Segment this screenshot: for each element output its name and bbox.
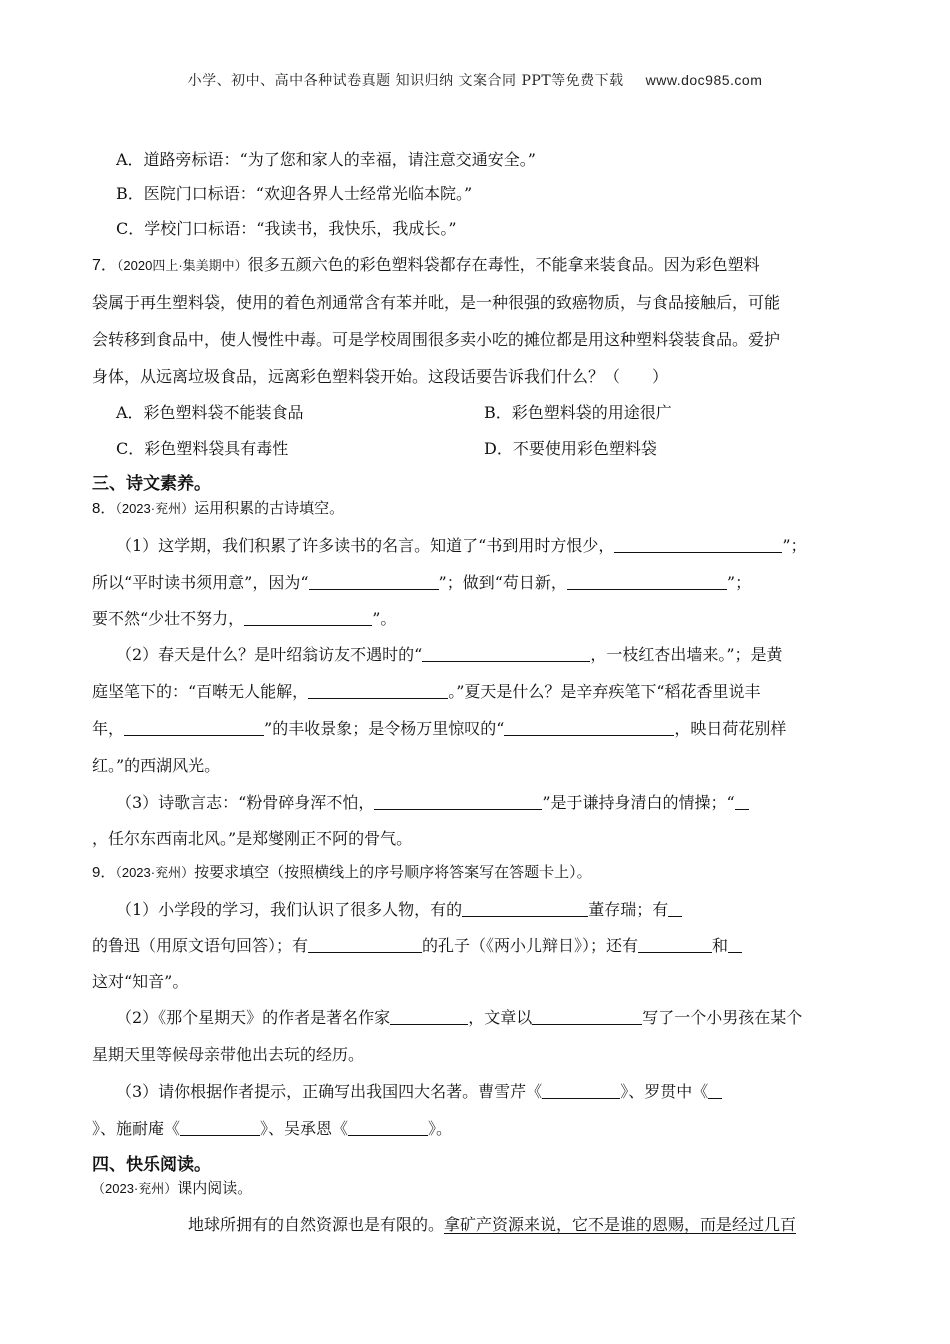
- q9-title-line: [92, 861, 592, 882]
- q8-blank-2[interactable]: [309, 573, 439, 590]
- q8-number: 8．: [92, 500, 116, 517]
- q8-p2-text-b: ，一枝红杏出墙来。”；是黄: [590, 645, 783, 664]
- q8-p1-text-c: 所以“平时读书须用意”，因为“: [92, 573, 309, 592]
- q9-blank-8[interactable]: [542, 1082, 620, 1099]
- q8-p3-text-b: ”是于谦持身清白的情操；“: [542, 793, 735, 812]
- reading-underlined-text: 拿矿产资源来说，它不是谁的恩赐，而是经过几百: [444, 1215, 797, 1234]
- q9-p1-text-d: 的孔子（《两小儿辩日》）；还有: [422, 936, 639, 955]
- q8-title: 运用积累的古诗填空。: [194, 499, 345, 517]
- q9-blank-4[interactable]: [638, 936, 712, 953]
- q9-p2-line-1: [116, 1005, 802, 1028]
- q9-p2-text-c: 写了一个小男孩在某个: [642, 1008, 803, 1027]
- q8-p3-line-1: [116, 790, 749, 813]
- q9-p1-line-2: [92, 933, 742, 956]
- q8-p2-line-1: [116, 642, 783, 665]
- q9-number: 9．: [92, 864, 116, 881]
- q9-blank-1[interactable]: [462, 900, 588, 917]
- q8-p2-text-a: （2）春天是什么？是叶绍翁访友不遇时的“: [116, 645, 423, 664]
- q8-blank-8[interactable]: [504, 719, 674, 736]
- q8-blank-1[interactable]: [614, 536, 782, 553]
- q7-text-1: 很多五颜六色的彩色塑料袋都存在毒性，不能拿来装食品。因为彩色塑料: [247, 255, 760, 274]
- q7-option-b: B．彩色塑料袋的用途很广: [484, 403, 672, 422]
- q9-blank-5[interactable]: [728, 936, 742, 953]
- q8-p2-text-d: 。”夏天是什么？是辛弃疾笔下“稻花香里说丰: [448, 682, 761, 701]
- q9-blank-2[interactable]: [668, 900, 682, 917]
- q8-blank-7[interactable]: [124, 719, 264, 736]
- q6-option-b: B．医院门口标语：“欢迎各界人士经常光临本院。”: [116, 184, 473, 203]
- reading-text-a: 地球所拥有的自然资源也是有限的。: [188, 1215, 445, 1234]
- q8-p2-text-f: ”的丰收景象；是令杨万里惊叹的“: [264, 719, 505, 738]
- q9-p3-text-c: 》、施耐庵《: [92, 1119, 181, 1138]
- q9-blank-10[interactable]: [180, 1119, 260, 1136]
- q9-blank-6[interactable]: [390, 1008, 468, 1025]
- q7-option-c: C．彩色塑料袋具有毒性: [116, 439, 289, 458]
- q9-blank-3[interactable]: [308, 936, 422, 953]
- q9-p3-line-1: [116, 1079, 722, 1102]
- page-header: [0, 70, 950, 90]
- q9-p2-line-2: 星期天里等候母亲带他出去玩的经历。: [92, 1045, 365, 1064]
- q8-blank-5[interactable]: [422, 645, 590, 662]
- q8-p1-line-3: [92, 606, 396, 629]
- reading-title-line: [92, 1177, 252, 1198]
- header-text: 小学、初中、高中各种试卷真题 知识归纳 文案合同 PPT等免费下载: [187, 73, 624, 89]
- q8-p2-text-e: 年，: [92, 719, 125, 738]
- q7-number: 7．: [92, 257, 117, 274]
- q9-p1-line-1: [116, 897, 682, 920]
- q9-blank-11[interactable]: [348, 1119, 428, 1136]
- q8-blank-6[interactable]: [308, 682, 448, 699]
- q7-line-2: 袋属于再生塑料袋，使用的着色剂通常含有苯并吡，是一种很强的致癌物质，与食品接触后，可能: [92, 293, 781, 312]
- q9-p2-text-b: ，文章以: [468, 1008, 533, 1027]
- q9-blank-9[interactable]: [708, 1082, 722, 1099]
- q9-p3-text-b: 》、罗贯中《: [620, 1082, 709, 1101]
- q6-option-a: A．道路旁标语：“为了您和家人的幸福，请注意交通安全。”: [116, 150, 536, 169]
- q8-blank-4[interactable]: [244, 609, 372, 626]
- q7-option-a: A．彩色塑料袋不能装食品: [116, 403, 304, 422]
- q9-title: 按要求填空（按照横线上的序号顺序将答案写在答题卡上）。: [194, 863, 592, 881]
- q9-p3-text-e: 》。: [428, 1119, 453, 1138]
- q8-p2-text-g: ，映日荷花别样: [674, 719, 787, 738]
- q7-line-3: 会转移到食品中，使人慢性中毒。可是学校周围很多卖小吃的摊位都是用这种塑料袋装食品。爱护: [92, 330, 781, 349]
- q8-p3-line-2: ，任尔东西南北风。”是郑燮刚正不阿的骨气。: [92, 829, 413, 848]
- q9-p1-text-a: （1）小学段的学习，我们认识了很多人物，有的: [116, 900, 463, 919]
- q8-p2-text-c: 庭坚笔下的：“百啭无人能解，: [92, 682, 309, 701]
- q8-source: （2023·兖州）: [115, 501, 195, 516]
- q8-p3-text-a: （3）诗歌言志：“粉骨碎身浑不怕，: [116, 793, 375, 812]
- q9-p1-text-e: 和: [712, 936, 729, 955]
- q8-p2-line-3: [92, 716, 786, 739]
- q9-blank-7[interactable]: [532, 1008, 642, 1025]
- q7-line-4: 身体，从远离垃圾食品，远离彩色塑料袋开始。这段话要告诉我们什么？（ ）: [92, 367, 669, 386]
- q8-blank-10[interactable]: [735, 793, 749, 810]
- reading-passage-line-1: [188, 1212, 796, 1235]
- q9-p3-text-d: 》、吴承恩《: [260, 1119, 349, 1138]
- q9-p1-line-3: 这对“知音”。: [92, 972, 189, 991]
- q9-p1-text-c: 的鲁迅（用原文语句回答）；有: [92, 936, 309, 955]
- q8-p1-text-f: 要不然“少壮不努力，: [92, 609, 245, 628]
- q8-p2-line-2: [92, 679, 761, 702]
- q9-p2-text-a: （2）《那个星期天》的作者是著名作家: [116, 1008, 391, 1027]
- q9-p1-text-b: 董存瑞；有: [588, 900, 669, 919]
- q8-p1-line-2: [92, 570, 751, 593]
- q7-option-d: D．不要使用彩色塑料袋: [484, 439, 657, 458]
- q8-p1-text-d: ”；做到“苟日新，: [438, 573, 567, 592]
- q8-p1-text-e: ”；: [726, 573, 752, 592]
- reading-title: 课内阅读。: [177, 1179, 253, 1197]
- q8-blank-9[interactable]: [374, 793, 542, 810]
- header-url[interactable]: www.doc985.com: [645, 72, 763, 88]
- q8-p1-text-g: ”。: [372, 609, 397, 628]
- reading-source: （2023·兖州）: [92, 1181, 178, 1196]
- q7-line-1: [92, 252, 760, 275]
- section-4-heading: 四、快乐阅读。: [92, 1155, 211, 1175]
- q9-p3-line-2: [92, 1116, 452, 1139]
- q8-p1-text-a: （1）这学期，我们积累了许多读书的名言。知道了“书到用时方恨少，: [116, 536, 615, 555]
- q8-p1-text-b: ”；: [782, 536, 807, 555]
- q8-title-line: [92, 497, 344, 518]
- q8-blank-3[interactable]: [567, 573, 727, 590]
- q7-source: （2020四上·集美期中）: [116, 258, 248, 273]
- q6-option-c: C．学校门口标语：“我读书，我快乐，我成长。”: [116, 219, 457, 238]
- q8-p1-line-1: [116, 533, 807, 556]
- q9-source: （2023·兖州）: [115, 865, 195, 880]
- section-3-heading: 三、诗文素养。: [92, 474, 211, 494]
- q9-p3-text-a: （3）请你根据作者提示，正确写出我国四大名著。曹雪芹《: [116, 1082, 543, 1101]
- q8-p2-line-4: 红。”的西湖风光。: [92, 756, 221, 775]
